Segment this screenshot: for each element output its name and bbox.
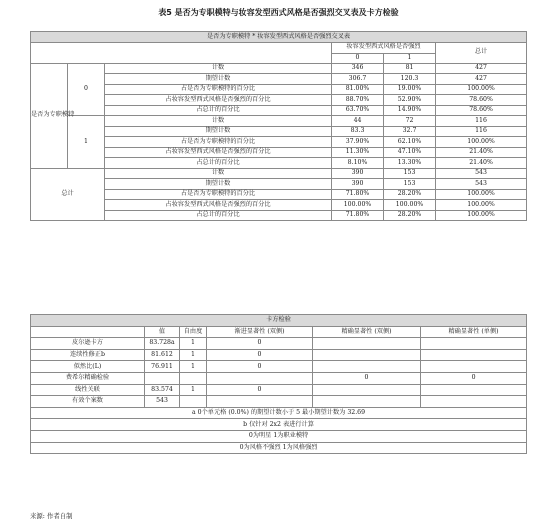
value-cell: 390 bbox=[332, 179, 384, 190]
note-row bbox=[31, 407, 527, 419]
value-cell: 116 bbox=[436, 116, 527, 127]
value-cell: 37.90% bbox=[332, 137, 384, 148]
test-label: 连续性修正b bbox=[31, 349, 145, 361]
table-row bbox=[31, 158, 527, 169]
value-cell bbox=[180, 396, 207, 408]
value-cell: 28.20% bbox=[384, 189, 436, 200]
value-cell: 100.00% bbox=[436, 189, 527, 200]
value-cell: 0 bbox=[207, 384, 313, 396]
table-row bbox=[31, 396, 527, 408]
column-header: 精确显著性 (单侧) bbox=[421, 326, 527, 338]
value-cell: 28.20% bbox=[384, 210, 436, 221]
total-group-label: 总计 bbox=[31, 168, 105, 221]
table-row bbox=[31, 95, 527, 106]
value-cell: 390 bbox=[332, 168, 384, 179]
test-label: 有效个案数 bbox=[31, 396, 145, 408]
row-label: 占是否为专职模特的百分比 bbox=[105, 189, 332, 200]
column-header: 渐进显著性 (双侧) bbox=[207, 326, 313, 338]
value-cell: 83.728a bbox=[145, 338, 180, 350]
value-cell: 0 bbox=[207, 361, 313, 373]
footnote: 0为明星 1为职业模特 bbox=[31, 430, 527, 442]
table-row bbox=[31, 338, 527, 350]
footnote: b 仅针对 2x2 表进行计算 bbox=[31, 419, 527, 431]
test-label: 似然比(L) bbox=[31, 361, 145, 373]
table-row bbox=[31, 200, 527, 211]
test-label: 皮尔逊卡方 bbox=[31, 338, 145, 350]
table-title: 表5 是否为专职模特与妆容发型西式风格是否强烈交叉表及卡方检验 bbox=[158, 8, 399, 17]
value-cell: 100.00% bbox=[384, 200, 436, 211]
table-row bbox=[31, 63, 527, 74]
value-cell: 543 bbox=[145, 396, 180, 408]
row-label: 计数 bbox=[105, 63, 332, 74]
value-cell: 14.90% bbox=[384, 105, 436, 116]
value-cell: 52.90% bbox=[384, 95, 436, 106]
value-cell bbox=[207, 396, 313, 408]
value-cell: 100.00% bbox=[332, 200, 384, 211]
value-cell bbox=[421, 384, 527, 396]
row-label: 期望计数 bbox=[105, 74, 332, 85]
value-cell bbox=[180, 372, 207, 384]
value-cell: 543 bbox=[436, 179, 527, 190]
value-cell bbox=[313, 396, 421, 408]
value-cell: 71.80% bbox=[332, 210, 384, 221]
row-label: 期望计数 bbox=[105, 179, 332, 190]
value-cell bbox=[313, 361, 421, 373]
column-header: 自由度 bbox=[180, 326, 207, 338]
value-cell: 83.574 bbox=[145, 384, 180, 396]
caption-row bbox=[31, 32, 527, 43]
table-row bbox=[31, 384, 527, 396]
value-cell: 81.00% bbox=[332, 84, 384, 95]
value-cell: 62.10% bbox=[384, 137, 436, 148]
table-row bbox=[31, 349, 527, 361]
value-cell: 88.70% bbox=[332, 95, 384, 106]
crosstab-table bbox=[30, 31, 527, 221]
table-row bbox=[31, 361, 527, 373]
note-row bbox=[31, 430, 527, 442]
value-cell: 8.10% bbox=[332, 158, 384, 169]
value-cell: 44 bbox=[332, 116, 384, 127]
row-label: 期望计数 bbox=[105, 126, 332, 137]
value-cell: 1 bbox=[180, 361, 207, 373]
value-cell: 0 bbox=[207, 338, 313, 350]
col-code: 0 bbox=[332, 53, 384, 63]
value-cell: 153 bbox=[384, 179, 436, 190]
source-note: 来源: 作者自制 bbox=[30, 512, 73, 520]
value-cell: 0 bbox=[207, 349, 313, 361]
empty-header-cell bbox=[31, 326, 145, 338]
note-row bbox=[31, 419, 527, 431]
chisq-caption: 卡方检验 bbox=[31, 315, 527, 327]
value-cell: 306.7 bbox=[332, 74, 384, 85]
value-cell: 83.3 bbox=[332, 126, 384, 137]
col-code: 1 bbox=[384, 53, 436, 63]
value-cell: 78.60% bbox=[436, 105, 527, 116]
table-row bbox=[31, 116, 527, 127]
value-cell: 47.10% bbox=[384, 147, 436, 158]
table-row bbox=[31, 84, 527, 95]
value-cell: 346 bbox=[332, 63, 384, 74]
row-label: 计数 bbox=[105, 116, 332, 127]
value-cell: 19.00% bbox=[384, 84, 436, 95]
value-cell: 63.70% bbox=[332, 105, 384, 116]
row-label: 占总计的百分比 bbox=[105, 105, 332, 116]
value-cell: 116 bbox=[436, 126, 527, 137]
value-cell: 427 bbox=[436, 74, 527, 85]
value-cell bbox=[421, 349, 527, 361]
row-label: 占是否为专职模特的百分比 bbox=[105, 137, 332, 148]
value-cell: 100.00% bbox=[436, 210, 527, 221]
value-cell bbox=[313, 338, 421, 350]
value-cell: 78.60% bbox=[436, 95, 527, 106]
row-label: 占总计的百分比 bbox=[105, 210, 332, 221]
value-cell: 0 bbox=[313, 372, 421, 384]
row-label: 占是否为专职模特的百分比 bbox=[105, 84, 332, 95]
value-cell: 11.30% bbox=[332, 147, 384, 158]
value-cell: 153 bbox=[384, 168, 436, 179]
value-cell: 120.3 bbox=[384, 74, 436, 85]
value-cell: 21.40% bbox=[436, 158, 527, 169]
test-label: 线性关联 bbox=[31, 384, 145, 396]
table-row bbox=[31, 210, 527, 221]
row-variable-label: 是否为专职模特 bbox=[31, 63, 68, 168]
row-label: 计数 bbox=[105, 168, 332, 179]
value-cell bbox=[313, 384, 421, 396]
value-cell: 100.00% bbox=[436, 84, 527, 95]
value-cell: 0 bbox=[421, 372, 527, 384]
table-row bbox=[31, 105, 527, 116]
value-cell: 81.612 bbox=[145, 349, 180, 361]
column-header: 值 bbox=[145, 326, 180, 338]
value-cell: 13.30% bbox=[384, 158, 436, 169]
value-cell: 1 bbox=[180, 384, 207, 396]
row-label: 占妆容发型西式风格是否强烈的百分比 bbox=[105, 200, 332, 211]
row-label: 占妆容发型西式风格是否强烈的百分比 bbox=[105, 147, 332, 158]
value-cell: 1 bbox=[180, 338, 207, 350]
table-row bbox=[31, 137, 527, 148]
value-cell: 100.00% bbox=[436, 200, 527, 211]
row-label: 占总计的百分比 bbox=[105, 158, 332, 169]
row-label: 占妆容发型西式风格是否强烈的百分比 bbox=[105, 95, 332, 106]
total-header: 总计 bbox=[436, 42, 527, 63]
header-row bbox=[31, 42, 527, 53]
table-row bbox=[31, 179, 527, 190]
empty-header-cell bbox=[31, 42, 332, 63]
table-row bbox=[31, 74, 527, 85]
value-cell: 427 bbox=[436, 63, 527, 74]
note-row bbox=[31, 442, 527, 454]
table-row bbox=[31, 126, 527, 137]
col-group-header: 妆容发型西式风格是否强烈 bbox=[332, 42, 436, 53]
value-cell bbox=[145, 372, 180, 384]
chisq-table bbox=[30, 314, 527, 454]
value-cell: 32.7 bbox=[384, 126, 436, 137]
value-cell: 100.00% bbox=[436, 137, 527, 148]
value-cell: 76.911 bbox=[145, 361, 180, 373]
value-cell bbox=[421, 361, 527, 373]
header-row bbox=[31, 326, 527, 338]
value-cell bbox=[421, 396, 527, 408]
value-cell bbox=[207, 372, 313, 384]
group-code: 0 bbox=[68, 63, 105, 116]
value-cell: 1 bbox=[180, 349, 207, 361]
value-cell: 543 bbox=[436, 168, 527, 179]
table-row bbox=[31, 372, 527, 384]
table-row bbox=[31, 147, 527, 158]
crosstab-caption: 是否为专职模特 * 妆容发型西式风格是否强烈交叉表 bbox=[31, 32, 527, 43]
value-cell: 81 bbox=[384, 63, 436, 74]
value-cell: 71.80% bbox=[332, 189, 384, 200]
value-cell bbox=[421, 338, 527, 350]
value-cell: 72 bbox=[384, 116, 436, 127]
caption-row bbox=[31, 315, 527, 327]
value-cell: 21.40% bbox=[436, 147, 527, 158]
column-header: 精确显著性 (双侧) bbox=[313, 326, 421, 338]
group-code: 1 bbox=[68, 116, 105, 169]
table-row bbox=[31, 189, 527, 200]
test-label: 费希尔精确检验 bbox=[31, 372, 145, 384]
value-cell bbox=[313, 349, 421, 361]
table-row bbox=[31, 168, 527, 179]
footnote: 0为风格不强烈 1为风格强烈 bbox=[31, 442, 527, 454]
footnote: a 0个单元格 (0.0%) 的期望计数小于 5 最小期望计数为 32.69 bbox=[31, 407, 527, 419]
